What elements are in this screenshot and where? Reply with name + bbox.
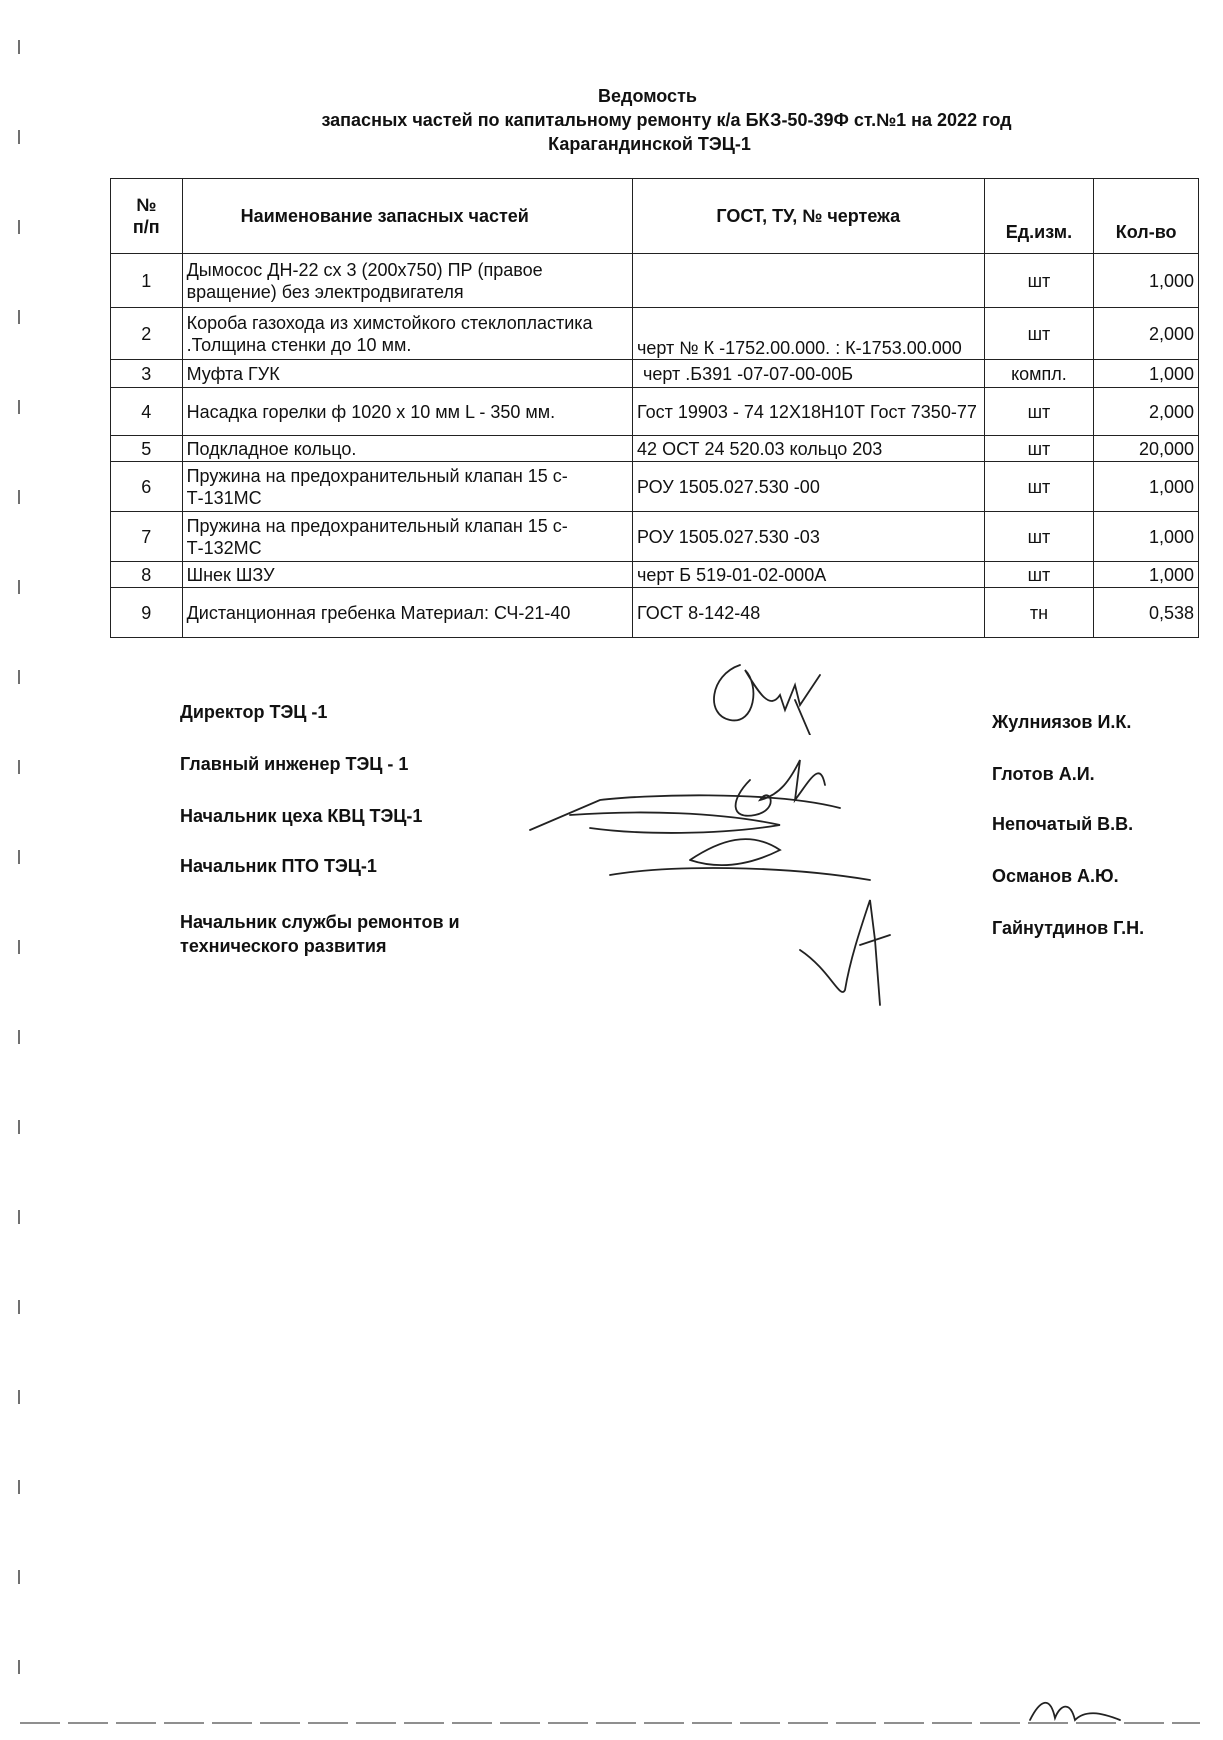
signatory-title: Начальник службы ремонтов и технического развития <box>180 912 460 956</box>
row-gost: РОУ 1505.027.530 -03 <box>633 512 984 562</box>
row-name: Пружина на предохранительный клапан 15 с-Т-132МС <box>182 512 632 562</box>
row-unit: тн <box>984 588 1094 638</box>
scan-edge-marks <box>18 40 20 1720</box>
row-name: Подкладное кольцо. <box>182 436 632 462</box>
row-unit: шт <box>984 462 1094 512</box>
row-gost: 42 ОСТ 24 520.03 кольцо 203 <box>633 436 984 462</box>
row-unit: шт <box>984 254 1094 308</box>
signatory-name: Жулниязов И.К. <box>992 712 1132 732</box>
signature-repairs-head <box>790 890 900 1010</box>
row-num: 7 <box>111 512 183 562</box>
row-gost: черт .Б391 -07-07-00-00Б <box>633 360 984 388</box>
row-gost: черт № К -1752.00.000. : К-1753.00.000 <box>633 308 984 360</box>
row-qty: 1,000 <box>1094 562 1199 588</box>
signatory-name: Османов А.Ю. <box>992 866 1119 886</box>
table-row <box>111 436 1199 462</box>
signature-initials-footer <box>1020 1690 1130 1730</box>
signatory-title: Директор ТЭЦ -1 <box>180 702 328 722</box>
table-row <box>111 512 1199 562</box>
row-num: 1 <box>111 254 183 308</box>
row-name: Муфта ГУК <box>182 360 632 388</box>
row-num: 8 <box>111 562 183 588</box>
col-header-qty: Кол-во <box>1094 179 1199 254</box>
row-num: 3 <box>111 360 183 388</box>
row-name: Насадка горелки ф 1020 х 10 мм L - 350 мм. <box>182 388 632 436</box>
row-qty: 1,000 <box>1094 254 1199 308</box>
row-qty: 1,000 <box>1094 512 1199 562</box>
row-unit: шт <box>984 512 1094 562</box>
col-header-unit: Ед.изм. <box>984 179 1094 254</box>
signatory-name: Глотов А.И. <box>992 764 1095 784</box>
table-row <box>111 588 1199 638</box>
row-num: 4 <box>111 388 183 436</box>
table-row <box>111 254 1199 308</box>
signatory-title: Начальник цеха КВЦ ТЭЦ-1 <box>180 806 423 826</box>
spare-parts-table <box>110 178 1199 638</box>
row-num: 2 <box>111 308 183 360</box>
row-unit: шт <box>984 436 1094 462</box>
table-row <box>111 462 1199 512</box>
row-qty: 20,000 <box>1094 436 1199 462</box>
row-gost: Гост 19903 - 74 12Х18Н10Т Гост 7350-77 <box>633 388 984 436</box>
row-gost: ГОСТ 8-142-48 <box>633 588 984 638</box>
document-plant: Карагандинской ТЭЦ-1 <box>548 134 751 154</box>
signatory-name: Непочатый В.В. <box>992 814 1134 834</box>
row-name: Пружина на предохранительный клапан 15 с-Т-131МС <box>182 462 632 512</box>
row-gost: черт Б 519-01-02-000А <box>633 562 984 588</box>
col-header-num <box>111 179 183 254</box>
document-subtitle: запасных частей по капитальному ремонту к/а БКЗ-50-39Ф ст.№1 на 2022 год <box>321 110 1012 130</box>
row-gost <box>633 254 984 308</box>
row-name: Дымосос ДН-22 сх 3 (200х750) ПР (правое вращение) без электродвигателя <box>182 254 632 308</box>
document-header <box>0 84 1223 156</box>
row-num: 5 <box>111 436 183 462</box>
row-qty: 2,000 <box>1094 388 1199 436</box>
document-title: Ведомость <box>598 86 697 106</box>
row-qty: 1,000 <box>1094 360 1199 388</box>
row-gost: РОУ 1505.027.530 -00 <box>633 462 984 512</box>
col-header-num-line1: № <box>136 195 157 215</box>
table-row <box>111 388 1199 436</box>
row-unit: шт <box>984 308 1094 360</box>
row-qty: 2,000 <box>1094 308 1199 360</box>
row-qty: 1,000 <box>1094 462 1199 512</box>
table-row <box>111 360 1199 388</box>
table-row <box>111 308 1199 360</box>
signature-chief-engineer <box>520 740 880 900</box>
signatory-title: Начальник ПТО ТЭЦ-1 <box>180 856 377 876</box>
row-qty: 0,538 <box>1094 588 1199 638</box>
table-row <box>111 562 1199 588</box>
signatory-title: Главный инженер ТЭЦ - 1 <box>180 754 409 774</box>
col-header-num-line2: п/п <box>132 217 160 237</box>
col-header-name: Наименование запасных частей <box>182 179 632 254</box>
row-num: 9 <box>111 588 183 638</box>
row-name: Короба газохода из химстойкого стеклопластика .Толщина стенки до 10 мм. <box>182 308 632 360</box>
col-header-gost: ГОСТ, ТУ, № чертежа <box>633 179 984 254</box>
table-header-row <box>111 179 1199 254</box>
row-unit: шт <box>984 562 1094 588</box>
signature-director <box>700 655 840 735</box>
row-name: Шнек ШЗУ <box>182 562 632 588</box>
row-name: Дистанционная гребенка Материал: СЧ-21-40 <box>182 588 632 638</box>
row-num: 6 <box>111 462 183 512</box>
row-unit: шт <box>984 388 1094 436</box>
row-unit: компл. <box>984 360 1094 388</box>
signatory-name: Гайнутдинов Г.Н. <box>992 918 1145 938</box>
